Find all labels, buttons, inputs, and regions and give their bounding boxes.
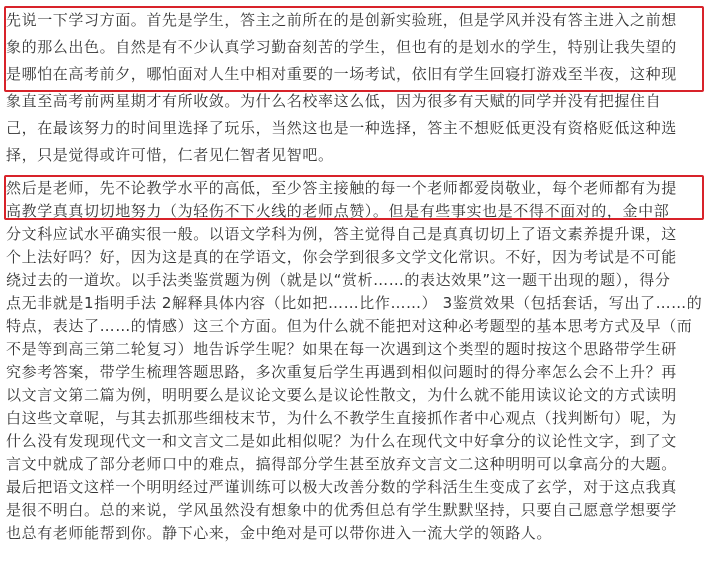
paragraph-1-line: 己，在最该努力的时间里选择了玩乐，当然这也是一种选择，答主不想贬低更没有资格贬低这种选: [6, 119, 677, 137]
paragraph-1-line: 是哪怕在高考前夕，哪怕面对人生中相对重要的一场考试，依旧有学生回寝打游戏至半夜，这种现: [6, 65, 677, 83]
paragraph-2-line: 究参考答案，带学生梳理答题思路，多次重复后学生再遇到相似问题时的得分率怎么会不上升？再: [6, 363, 677, 381]
paragraph-2-line: 然后是老师，先不论教学水平的高低，至少答主接触的每一个老师都爱岗敬业，每个老师都有为提: [6, 179, 677, 197]
paragraph-1-line: 象的那么出色。自然是有不少认真学习勤奋刻苦的学生，但也有的是划水的学生，特别让我失望的: [6, 38, 677, 56]
paragraph-2-line: 什么没有发现现代文一和文言文二是如此相似呢？为什么在现代文中好拿分的议论性文字，到了文: [6, 432, 677, 450]
paragraph-2-line: 言文中就成了部分老师口中的难点，搞得部分学生甚至放弃文言文二这种明明可以拿高分的大题。: [6, 455, 677, 473]
paragraph-2-line: 高教学真真切切地努力（为轻伤不下火线的老师点赞）。但是有些事实也是不得不面对的，金中部: [6, 202, 670, 220]
paragraph-2-line: 点无非就是1指明手法 2解释具体内容（比如把……比作……） 3鉴赏效果（包括套话，写出了……的: [6, 294, 703, 312]
paragraph-1-line: 象直至高考前两星期才有所收敛。为什么名校率这么低，因为很多有天赋的同学并没有把握住自: [6, 92, 662, 110]
paragraph-2-line: 白这些文章呢，与其去抓那些细枝末节，为什么不教学生直接抓作者中心观点（找判断句）呢，为: [6, 409, 677, 427]
paragraph-2-line: 是很不明白。总的来说，学风虽然没有想象中的优秀但总有学生默默坚持，只要自己愿意学想要学: [6, 501, 677, 519]
paragraph-1-line: 择，只是觉得或许可惜，仁者见仁智者见智吧。: [6, 146, 334, 164]
paragraph-2-line: 分文科应试水平确实很一般。以语文学科为例，答主觉得自己是真真切切上了语文素养提升课，这: [6, 225, 677, 243]
paragraph-2-line: 特点，表达了……的情感）这三个方面。但为什么就不能把对这种必考题型的基本思考方式及早（而: [6, 317, 693, 335]
paragraph-2-line: 不是等到高三第二轮复习）地告诉学生呢？如果在每一次遇到这个类型的题时按这个思路带学生研: [6, 340, 677, 358]
paragraph-2-line: 最后把语文这样一个明明经过严谨训练可以极大改善分数的学科活生生变成了玄学，对于这点我真: [6, 478, 677, 496]
paragraph-1-line: 先说一下学习方面。首先是学生，答主之前所在的是创新实验班，但是学风并没有答主进入之前想: [6, 11, 677, 29]
paragraph-2-line: 个上法好吗？好，因为这是真的在学语文，你会学到很多文学文化常识。不好，因为考试是不可能: [6, 248, 677, 266]
paragraph-2-line: 以文言文第二篇为例，明明要么是议论文要么是议论性散文，为什么就不能用读议论文的方式读明: [6, 386, 677, 404]
paragraph-2-line: 绕过去的一道坎。以手法类鉴赏题为例（就是以“赏析……的表达效果”这一题干出现的题），得分: [6, 271, 671, 289]
paragraph-2-line: 也总有老师能帮到你。静下心来，金中绝对是可以带你进入一流大学的领路人。: [6, 524, 553, 542]
